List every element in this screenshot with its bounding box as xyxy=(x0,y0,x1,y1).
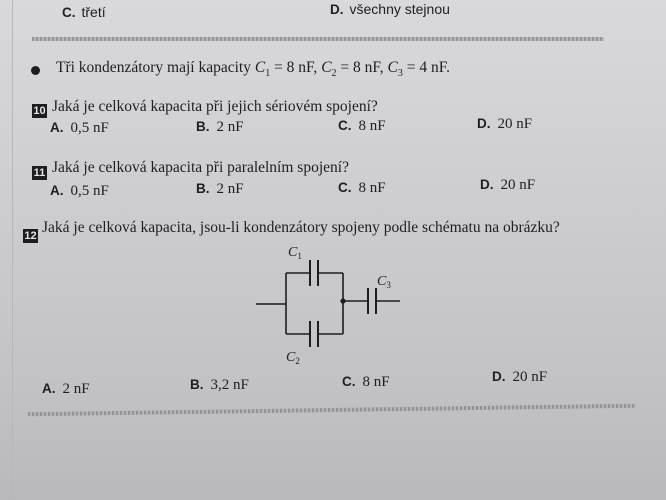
answer-option-b[interactable] xyxy=(196,118,244,136)
option-letter: B. xyxy=(196,181,210,196)
option-letter: D. xyxy=(477,116,491,131)
option-value: 2 nF xyxy=(216,119,244,135)
option-letter: C. xyxy=(338,118,352,133)
answer-option-b[interactable] xyxy=(190,376,249,394)
option-value: 0,5 nF xyxy=(70,183,109,199)
option-letter: C. xyxy=(62,5,76,20)
c1-subscript: 1 xyxy=(265,68,271,80)
answer-option-b[interactable] xyxy=(196,180,244,198)
prev-question-option-d xyxy=(330,1,450,19)
c2-label: $C_2$ xyxy=(286,350,300,365)
answer-option-d[interactable] xyxy=(477,115,532,133)
c2-subscript: 2 xyxy=(331,68,337,80)
question-text: Jaká je celková kapacita při jejich sériovém spojení? xyxy=(52,98,378,115)
prev-question-option-c xyxy=(62,4,106,22)
answer-option-c[interactable] xyxy=(342,373,390,391)
question-text: Jaká je celková kapacita při paralelním spojení? xyxy=(52,159,349,176)
c3-subscript: 3 xyxy=(397,68,403,80)
intro-text xyxy=(56,59,450,79)
question-number-badge: 11 xyxy=(33,167,46,179)
answer-option-a[interactable] xyxy=(50,119,109,137)
option-letter: D. xyxy=(492,369,506,384)
answer-option-c[interactable] xyxy=(338,117,386,135)
c3-symbol: C xyxy=(387,59,398,76)
option-value: 8 nF xyxy=(358,118,386,134)
option-letter: C. xyxy=(342,374,356,389)
bullet-icon xyxy=(31,66,40,75)
junction-dot xyxy=(340,298,345,303)
option-letter: B. xyxy=(196,119,210,134)
option-letter: B. xyxy=(190,377,204,392)
option-letter: D. xyxy=(480,177,494,192)
section-divider-bottom xyxy=(28,404,636,416)
answer-option-d[interactable] xyxy=(480,176,535,194)
question-text: Jaká je celková kapacita, jsou-li kondenzátory spojeny podle schématu na obrázku? xyxy=(42,219,560,236)
c3-label: $C_3$ xyxy=(377,274,391,290)
option-letter: D. xyxy=(330,2,344,17)
question-number-badge: 12 xyxy=(24,230,37,242)
option-value: všechny stejnou xyxy=(349,1,450,17)
option-value: 8 nF xyxy=(362,374,390,390)
option-value: 3,2 nF xyxy=(210,377,249,393)
option-value: třetí xyxy=(81,4,106,20)
option-letter: A. xyxy=(50,120,64,135)
c1-symbol: C xyxy=(254,59,266,76)
answer-option-c[interactable] xyxy=(338,179,386,197)
option-letter: C. xyxy=(338,180,352,195)
c1-label: $C_1$ xyxy=(288,245,302,261)
c1-value: = 8 nF, xyxy=(270,59,318,76)
c2-symbol: C xyxy=(321,59,332,76)
option-value: 0,5 nF xyxy=(70,120,109,136)
capacitor-circuit-diagram xyxy=(250,240,410,365)
option-value: 2 nF xyxy=(216,181,244,197)
section-divider-top xyxy=(32,37,604,41)
c3-value: = 4 nF. xyxy=(402,59,450,76)
answer-option-a[interactable] xyxy=(50,182,109,200)
intro-prefix: Tři kondenzátory mají kapacity xyxy=(56,59,251,76)
option-value: 8 nF xyxy=(358,180,386,196)
answer-option-a[interactable] xyxy=(42,380,90,398)
option-value: 20 nF xyxy=(512,369,548,385)
answer-option-d[interactable] xyxy=(492,368,547,386)
c2-value: = 8 nF, xyxy=(336,59,384,76)
page-margin-line xyxy=(12,0,13,500)
option-value: 20 nF xyxy=(497,116,533,132)
option-letter: A. xyxy=(50,183,64,198)
option-letter: A. xyxy=(42,381,56,396)
question-number-badge: 10 xyxy=(33,105,46,117)
option-value: 20 nF xyxy=(500,177,536,193)
option-value: 2 nF xyxy=(62,381,90,397)
